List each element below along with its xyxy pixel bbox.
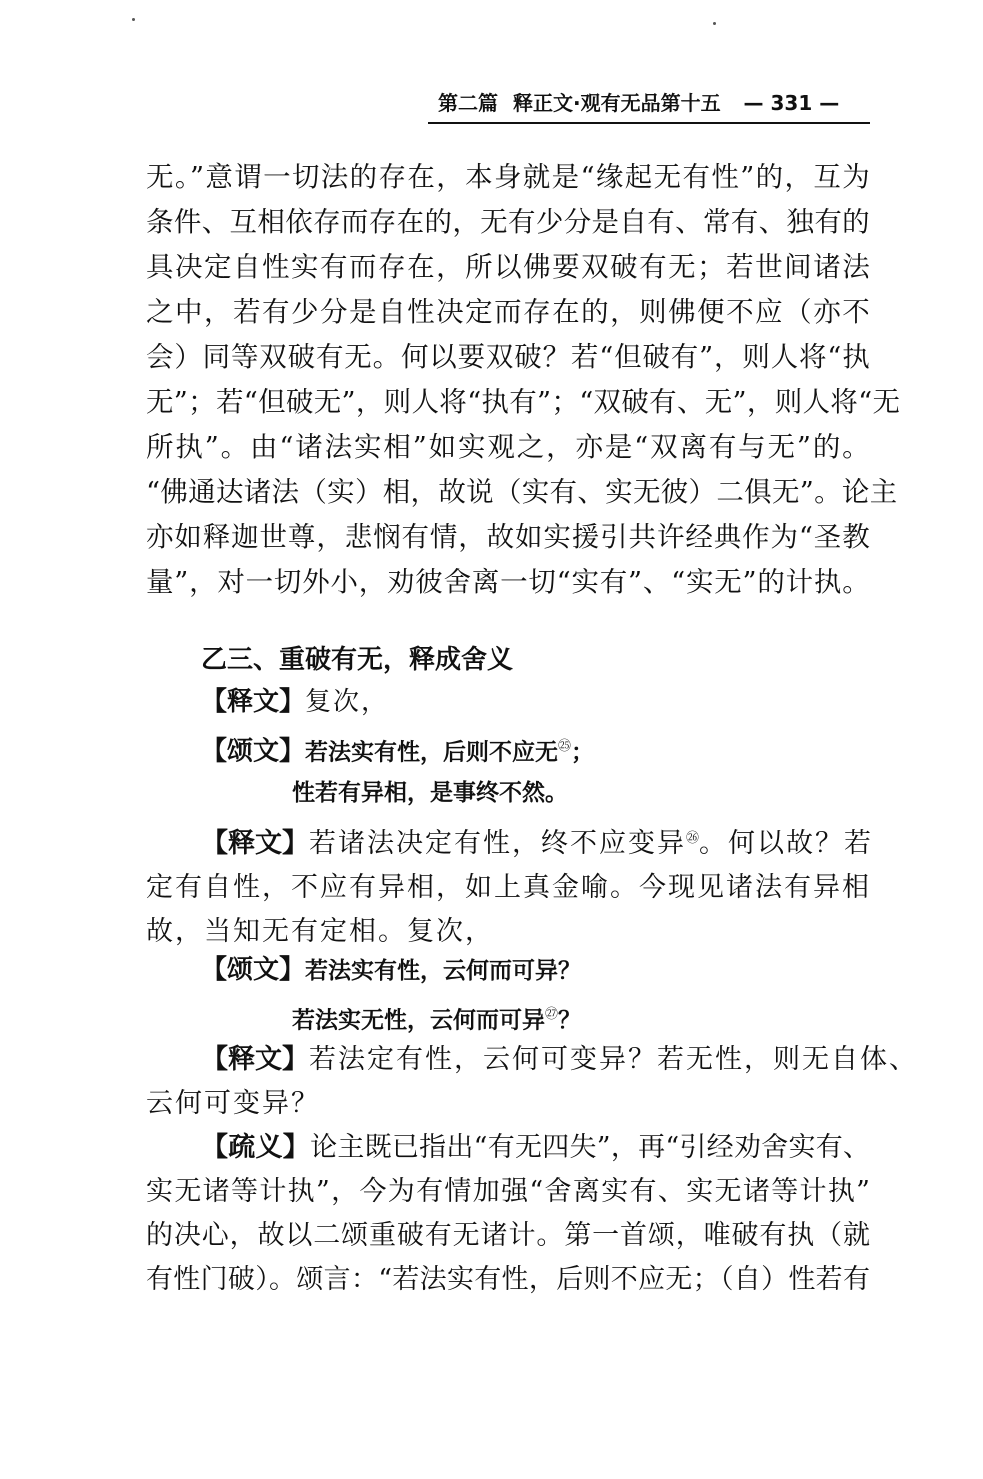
text-line: “佛通达诸法（实）相，故说（实有、实无彼）二俱无”。论主 (146, 476, 898, 508)
header-rule (428, 122, 870, 124)
songwen-label: 【颂文】 (201, 955, 306, 985)
songwen-verse-1-line-1 (201, 727, 594, 773)
text-segment: 若诸法决定有性，终不应变异 (309, 828, 686, 859)
text-line (146, 1126, 870, 1170)
text-line: 亦如释迦世尊，悲悯有情，故如实援引共许经典作为“圣教 (146, 521, 870, 553)
text-segment: 若法定有性，云何可变异？若无性，则无自体、 (309, 1044, 918, 1075)
shiwen-label: 【释文】 (201, 1044, 309, 1075)
shiwen-text: 复次， (305, 687, 390, 717)
text-line: 有性门破）。颂言：“若法实有性，后则不应无；（自）性若有 (146, 1264, 870, 1295)
verse-text: 若法实无性，云何而可异 (292, 1007, 545, 1034)
text-line (146, 817, 874, 866)
shiwen-label: 【释文】 (201, 687, 306, 717)
text-line: 所执”。由“诸法实相”如实观之，亦是“双离有与无”的。 (146, 431, 870, 463)
footnote-marker: ㉗ (545, 1007, 559, 1022)
verse-text: 性若有异相，是事终不然。 (292, 780, 568, 806)
text-segment: 。何以故？若 (699, 828, 874, 859)
text-line: 无。”意谓一切法的存在，本身就是“缘起无有性”的，互为 (146, 161, 870, 193)
header-section: 释正文·观有无品第十五 (512, 91, 721, 115)
text-line: 之中，若有少分是自性决定而存在的，则佛便不应（亦不 (146, 296, 870, 328)
text-line: 定有自性，不应有异相，如上真金喻。今现见诸法有异相 (146, 872, 871, 903)
verse-punct: ？ (558, 1007, 582, 1034)
songwen-verse-1-line-2 (292, 772, 568, 813)
text-line: 无”；若“但破无”，则人将“执有”；“双破有、无”，则人将“无 (146, 386, 901, 418)
songwen-verse-2-line-1 (201, 950, 581, 991)
page-number: — 331 — (743, 91, 840, 115)
shuyi-block (146, 1126, 870, 1302)
paragraph-1 (146, 155, 901, 605)
shiwen-label: 【释文】 (201, 828, 309, 859)
text-line: 会）同等双破有无。何以要双破？若“但破有”，则人将“执 (146, 341, 870, 373)
text-line: 具决定自性实有而存在，所以佛要双破有无；若世间诸法 (146, 251, 870, 283)
text-line: 故，当知无有定相。复次， (146, 916, 494, 947)
shiwen-block-3 (146, 1038, 918, 1126)
scan-speck (132, 18, 135, 21)
text-line: 云何可变异？ (146, 1088, 320, 1119)
songwen-verse-2-line-2 (292, 995, 581, 1041)
songwen-label: 【颂文】 (201, 736, 306, 767)
section-heading: 乙三、重破有无，释成舍义 (201, 645, 514, 675)
text-line: 量”，对一切外小，劝彼舍离一切“实有”、“实无”的计执。 (146, 566, 870, 598)
text-line (146, 1038, 918, 1082)
shiwen-block-1 (201, 682, 389, 722)
verse-text: 若法实有性，云何而可异？ (305, 958, 582, 984)
header-chapter: 第二篇 (438, 91, 498, 115)
text-line: 的决心，故以二颂重破有无诸计。第一首颂，唯破有执（就 (146, 1220, 870, 1251)
shuyi-label: 【疏义】 (201, 1132, 311, 1163)
scan-speck (713, 22, 716, 25)
footnote-marker: ㉕ (558, 739, 572, 754)
text-line: 实无诸等计执”，今为有情加强“舍离实有、实无诸等计执” (146, 1176, 870, 1207)
text-segment: 论主既已指出“有无四失”，再“引经劝舍实有、 (310, 1132, 870, 1163)
shiwen-block-2 (146, 817, 874, 954)
footnote-marker: ㉖ (686, 831, 700, 846)
running-header (438, 90, 868, 116)
text-line: 条件、互相依存而存在的，无有少分是自有、常有、独有的 (146, 206, 870, 238)
verse-punct: ； (571, 739, 595, 766)
verse-text: 若法实有性，后则不应无 (305, 739, 559, 766)
